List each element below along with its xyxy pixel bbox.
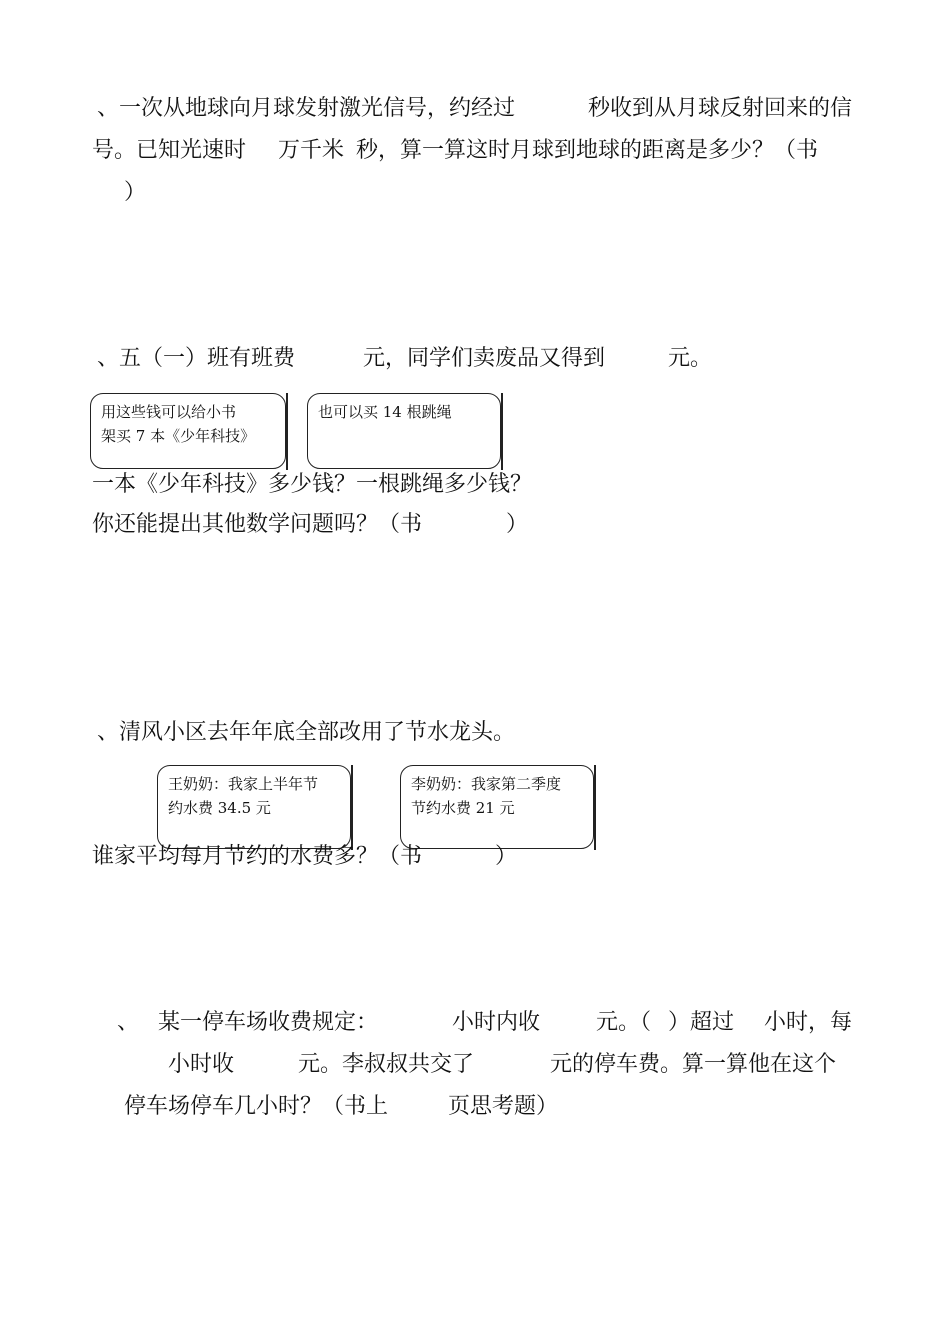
speech-bubble-rope-text: 也可以买 14 根跳绳 <box>318 403 452 421</box>
q4-line-2-part-c: 元的停车费。算一算他在这个 <box>550 1052 837 1077</box>
speech-bubble-li-tail <box>594 765 596 850</box>
speech-bubble-wang-tail <box>351 765 353 850</box>
speech-bubble-rope-tail <box>501 393 503 470</box>
speech-bubble-li-line-1: 李奶奶：我家第二季度 <box>411 775 562 793</box>
q1-line-1-part-b: 秒收到从月球反射回来的信 <box>588 96 853 121</box>
speech-bubble-wang-line-2: 约水费 34.5 元 <box>168 799 271 817</box>
q2-followup-part-b: ） <box>506 512 529 537</box>
q4-line-3-part-a: 停车场停车几小时？（书上 <box>124 1094 389 1119</box>
speech-bubble-book <box>90 393 286 469</box>
q4-line-1-part-b: 某一停车场收费规定： <box>158 1010 379 1035</box>
q3-question-part-a: 谁家平均每月节约的水费多？（书 <box>92 844 423 869</box>
q1-line-2-part-b: 万千米 <box>278 138 345 163</box>
q4-line-1-part-f: 小时，每 <box>764 1010 853 1035</box>
speech-bubble-li-line-2: 节约水费 21 元 <box>411 799 515 817</box>
speech-bubble-wang <box>157 765 351 849</box>
speech-bubble-rope <box>307 393 501 469</box>
speech-bubble-li <box>400 765 594 849</box>
q2-line-1-part-c: 元。 <box>668 346 713 371</box>
q1-line-3-text: ） <box>124 180 147 205</box>
speech-bubble-book-tail <box>286 393 288 470</box>
speech-bubble-wang-line-1: 王奶奶：我家上半年节 <box>168 775 319 793</box>
q3-intro-text: 、清风小区去年年底全部改用了节水龙头。 <box>97 720 516 745</box>
q2-followup-part-a: 你还能提出其他数学问题吗？（书 <box>92 512 423 537</box>
q1-line-2-part-c: 秒，算一算这时月球到地球的距离是多少？（书 <box>356 138 819 163</box>
q4-line-1-part-c: 小时内收 <box>452 1010 541 1035</box>
q4-line-1-part-a: 、 <box>117 1010 140 1035</box>
q4-line-2-part-b: 元。李叔叔共交了 <box>298 1052 475 1077</box>
speech-bubble-book-line-1: 用这些钱可以给小书 <box>101 403 237 421</box>
q2-line-1-part-b: 元，同学们卖废品又得到 <box>363 346 606 371</box>
q1-line-2-part-a: 号。已知光速时 <box>92 138 247 163</box>
q4-line-2-part-a: 小时收 <box>168 1052 235 1077</box>
q4-line-1-part-d: 元。（ <box>596 1010 652 1035</box>
q1-line-1-part-a: 、一次从地球向月球发射激光信号，约经过 <box>97 96 516 121</box>
q2-question-text: 一本《少年科技》多少钱？一根跳绳多少钱？ <box>92 472 533 497</box>
q4-line-3-part-b: 页思考题） <box>448 1094 559 1119</box>
q2-line-1-part-a: 、五（一）班有班费 <box>97 346 296 371</box>
q4-line-1-part-e: ）超过 <box>668 1010 735 1035</box>
speech-bubble-book-line-2: 架买 7 本《少年科技》 <box>101 427 256 445</box>
q3-question-part-b: ） <box>495 844 518 869</box>
